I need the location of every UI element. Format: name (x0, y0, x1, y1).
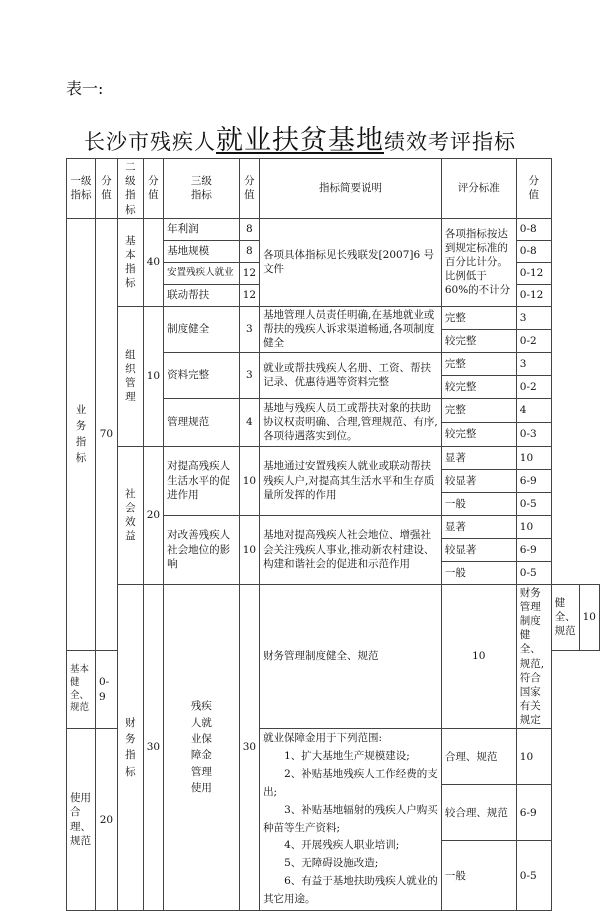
table-label: 表一: (66, 79, 104, 98)
points-cell: 6-9 (516, 469, 551, 492)
desc-cell: 就业保障金用于下列范围: 1、扩大基地生产规模建设; 2、补贴基地残疾人工作经费的支出; 3、补贴基地辐射的残疾人户购买种苗等生产资料; 4、开展残疾人职业培训; 5、无障碍设施改造; 6、有益于基地扶助残疾人就业的其它用途。 (260, 729, 442, 910)
level3-score: 3 (239, 352, 259, 398)
points-cell: 0-5 (516, 492, 551, 515)
header-score2: 分 值 (143, 159, 163, 219)
points-cell: 0-12 (516, 284, 551, 306)
desc-cell: 基地对提高残疾人社会地位、增强社会关注残疾人事业,推动新农村建设、构建和谐社会的促进和示范作用 (260, 515, 442, 584)
title-prefix: 长沙市残疾人 (84, 130, 216, 154)
score2-social: 20 (143, 446, 163, 584)
performance-table (66, 158, 600, 911)
score1-business: 70 (95, 218, 117, 650)
points-cell: 0-5 (516, 841, 551, 910)
score2-org: 10 (143, 306, 163, 446)
standard-cell: 较合理、规范 (441, 785, 516, 841)
level1-business: 业 务 指 标 (67, 218, 96, 650)
points-cell: 4 (516, 398, 551, 422)
standard-cell: 完整 (441, 352, 516, 375)
title-suffix: 绩效考评指标 (384, 130, 516, 154)
standard-cell: 一般 (441, 492, 516, 515)
level3-score: 4 (239, 398, 259, 446)
table-row (67, 446, 600, 469)
standard-cell: 一般 (441, 561, 516, 584)
level3-item: 使用合理、 规范 (67, 729, 96, 910)
score1-finance: 30 (143, 584, 163, 910)
level3-item: 对改善残疾人社会地位的影响 (164, 515, 240, 584)
header-standard: 评分标准 (441, 159, 516, 219)
level3-item: 联动帮扶 (164, 284, 240, 306)
level3-item: 管理规范 (164, 398, 240, 446)
level3-score: 20 (95, 729, 117, 910)
standard-cell: 一般 (441, 841, 516, 910)
table-row (67, 306, 600, 329)
desc-basic: 各项具体指标见长残联发[2007]6 号文件 (260, 218, 442, 306)
level3-item: 对提高残疾人生活水平的促进作用 (164, 446, 240, 515)
header-level1: 一级 指标 (67, 159, 96, 219)
points-cell: 10 (516, 446, 551, 469)
desc-cell: 就业或帮扶残疾人名册、工资、帮扶记录、优惠待遇等资料完整 (260, 352, 442, 398)
standard-cell: 较显著 (441, 538, 516, 561)
level3-item: 资料完整 (164, 352, 240, 398)
score2-basic: 40 (143, 218, 163, 306)
level3-score: 10 (441, 584, 516, 729)
points-cell: 0-8 (516, 218, 551, 240)
header-score3: 分 值 (239, 159, 259, 219)
standard-cell: 较显著 (441, 469, 516, 492)
level1-finance: 财务 指标 (117, 584, 143, 910)
level3-score: 10 (239, 446, 259, 515)
header-points: 分 值 (516, 159, 551, 219)
page-title (0, 118, 600, 157)
title-emphasis: 就业扶贫基地 (216, 125, 384, 156)
standard-basic: 各项指标按达到规定标准的百分比计分。比例低于 60%的不计分 (441, 218, 516, 306)
header-level3: 三级 指标 (164, 159, 240, 219)
desc-cell: 基地管理人员责任明确,在基地就业或帮扶的残疾人诉求渠道畅通,各项制度健全 (260, 306, 442, 352)
points-cell: 3 (516, 352, 551, 375)
level3-item: 年利润 (164, 218, 240, 240)
points-cell: 0-5 (516, 561, 551, 584)
points-cell: 0-2 (516, 329, 551, 352)
points-cell: 0-2 (516, 375, 551, 398)
standard-cell: 较完整 (441, 375, 516, 398)
standard-cell: 显著 (441, 515, 516, 538)
score2-finance: 30 (239, 584, 259, 910)
points-cell: 0-3 (516, 422, 551, 446)
points-cell: 6-9 (516, 538, 551, 561)
level3-item: 制度健全 (164, 306, 240, 352)
header-level2: 二级 指标 (117, 159, 143, 219)
level2-social: 社会 效益 (117, 446, 143, 584)
header-row (67, 159, 600, 219)
points-cell: 10 (516, 515, 551, 538)
standard-cell: 完整 (441, 306, 516, 329)
desc-cell: 基地与残疾人员工或帮扶对象的扶助协议权责明确、合理,管理规范、有序,各项待遇落实到位。 (260, 398, 442, 446)
standard-cell: 较完整 (441, 329, 516, 352)
level3-score: 8 (239, 218, 259, 240)
points-cell: 10 (579, 584, 599, 650)
level3-score: 3 (239, 306, 259, 352)
table-row (67, 218, 600, 240)
level3-score: 12 (239, 262, 259, 284)
standard-cell: 较完整 (441, 422, 516, 446)
points-cell: 0-12 (516, 262, 551, 284)
standard-cell: 显著 (441, 446, 516, 469)
desc-cell: 财务管理制度健全、规范,符合国家有关规定 (516, 584, 551, 729)
standard-cell: 基本健全、规范 (67, 650, 96, 729)
header-score1: 分 值 (95, 159, 117, 219)
level3-score: 12 (239, 284, 259, 306)
points-cell: 10 (516, 729, 551, 785)
standard-cell: 完整 (441, 398, 516, 422)
points-cell: 3 (516, 306, 551, 329)
level2-finance: 残疾 人就 业保 障金 管理 使用 (164, 584, 240, 910)
level2-basic: 基本 指标 (117, 218, 143, 306)
level3-score: 10 (239, 515, 259, 584)
points-cell: 6-9 (516, 785, 551, 841)
table-row (67, 584, 600, 650)
desc-cell: 基地通过安置残疾人就业或联动帮扶残疾人户,对提高其生活水平和生存质量所发挥的作用 (260, 446, 442, 515)
level3-item: 财务管理制度健全、规范 (260, 584, 442, 729)
points-cell: 0-9 (95, 650, 117, 729)
level3-item: 基地规模 (164, 240, 240, 262)
level2-org: 组织 管理 (117, 306, 143, 446)
points-cell: 0-8 (516, 240, 551, 262)
level3-item: 安置残疾人就业 (164, 262, 240, 284)
level3-score: 8 (239, 240, 259, 262)
header-desc: 指标简要说明 (260, 159, 442, 219)
standard-cell: 健全、规范 (551, 584, 579, 650)
standard-cell: 合理、规范 (441, 729, 516, 785)
